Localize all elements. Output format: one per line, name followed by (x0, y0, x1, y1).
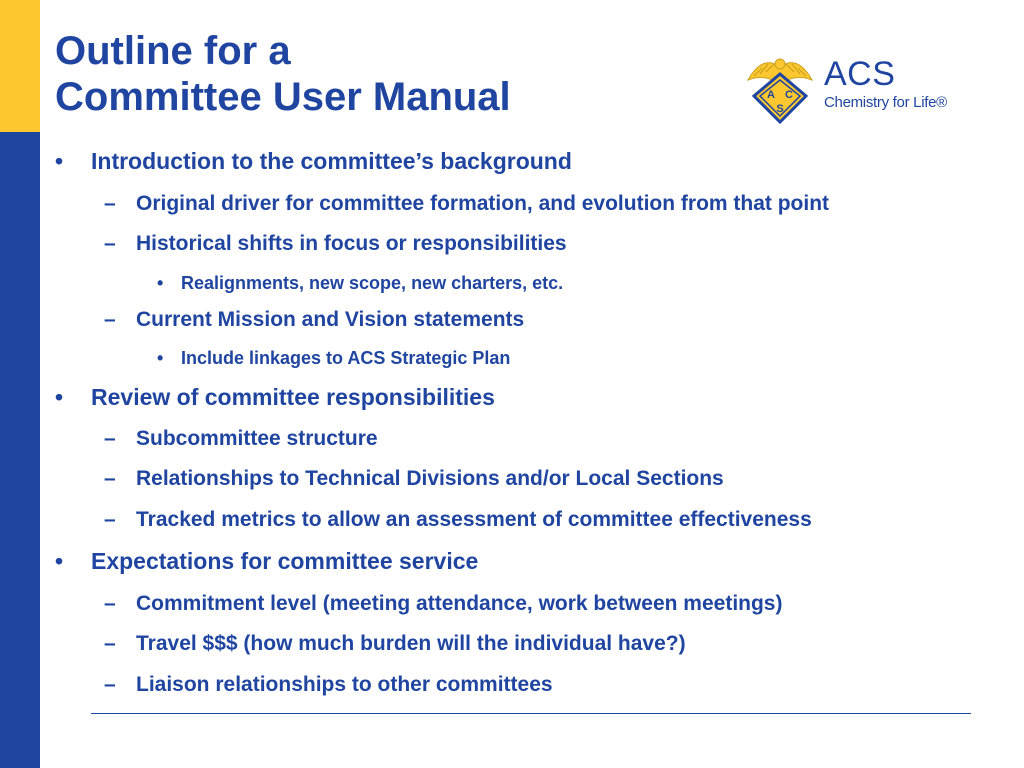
outline-item-level3 (157, 272, 564, 294)
dash-marker: – (104, 467, 116, 490)
outline-item-text: Tracked metrics to allow an assessment of committee effectiveness (136, 508, 812, 531)
outline-item-level2 (104, 591, 783, 617)
logo-tagline: Chemistry for Life® (824, 94, 947, 111)
outline-item-level2 (104, 191, 830, 217)
bullet-marker: • (55, 548, 64, 574)
dash-marker: – (104, 427, 116, 450)
outline-item-text: Historical shifts in focus or responsibilities (136, 232, 567, 255)
outline-item-text: Introduction to the committee’s background (91, 148, 572, 174)
outline-item-level1 (55, 547, 479, 575)
outline-item-text: Relationships to Technical Divisions and/or Local Sections (136, 467, 724, 490)
emblem-letter-c: C (785, 89, 793, 101)
outline-item-level2 (104, 672, 553, 698)
outline-item-text: Liaison relationships to other committees (136, 673, 553, 696)
dash-marker: – (104, 632, 116, 655)
outline-item-text: Current Mission and Vision statements (136, 308, 525, 331)
outline-item-text: Travel $$$ (how much burden will the individual have?) (136, 632, 686, 655)
outline-item-text: Include linkages to ACS Strategic Plan (181, 348, 511, 368)
slide-title (55, 28, 511, 120)
outline-item-level2 (104, 231, 567, 257)
acs-logo (744, 50, 964, 124)
left-accent-bar-blue (0, 132, 40, 768)
dash-marker: – (104, 592, 116, 615)
dash-marker: – (104, 232, 116, 255)
emblem-letter-s: S (776, 103, 784, 115)
bullet-marker: • (157, 348, 164, 368)
bullet-marker: • (157, 273, 164, 293)
outline-item-text: Commitment level (meeting attendance, work between meetings) (136, 592, 783, 615)
logo-wordmark: ACS (824, 55, 896, 93)
dash-marker: – (104, 508, 116, 531)
outline-item-level1 (55, 147, 572, 175)
bullet-marker: • (55, 384, 64, 410)
bullet-marker: • (55, 148, 64, 174)
bottom-divider (91, 713, 971, 714)
acs-eagle-emblem-icon (744, 50, 816, 124)
outline-item-level2 (104, 466, 724, 492)
outline-item-level2 (104, 426, 378, 452)
dash-marker: – (104, 192, 116, 215)
emblem-letter-a: A (767, 89, 775, 101)
outline-item-text: Realignments, new scope, new charters, etc. (181, 273, 564, 293)
outline-item-level3 (157, 347, 511, 369)
outline-item-text: Subcommittee structure (136, 427, 378, 450)
outline-item-level2 (104, 631, 686, 657)
outline-item-text: Review of committee responsibilities (91, 384, 495, 410)
dash-marker: – (104, 308, 116, 331)
left-accent-bar-yellow (0, 0, 40, 132)
outline-item-level2 (104, 307, 525, 333)
outline-item-level2 (104, 507, 812, 533)
slide-title-line-2: Committee User Manual (55, 75, 511, 119)
outline-item-text: Original driver for committee formation, and evolution from that point (136, 192, 830, 215)
outline-item-level1 (55, 383, 495, 411)
dash-marker: – (104, 673, 116, 696)
slide-title-line-1: Outline for a (55, 29, 291, 73)
outline-item-text: Expectations for committee service (91, 548, 479, 574)
